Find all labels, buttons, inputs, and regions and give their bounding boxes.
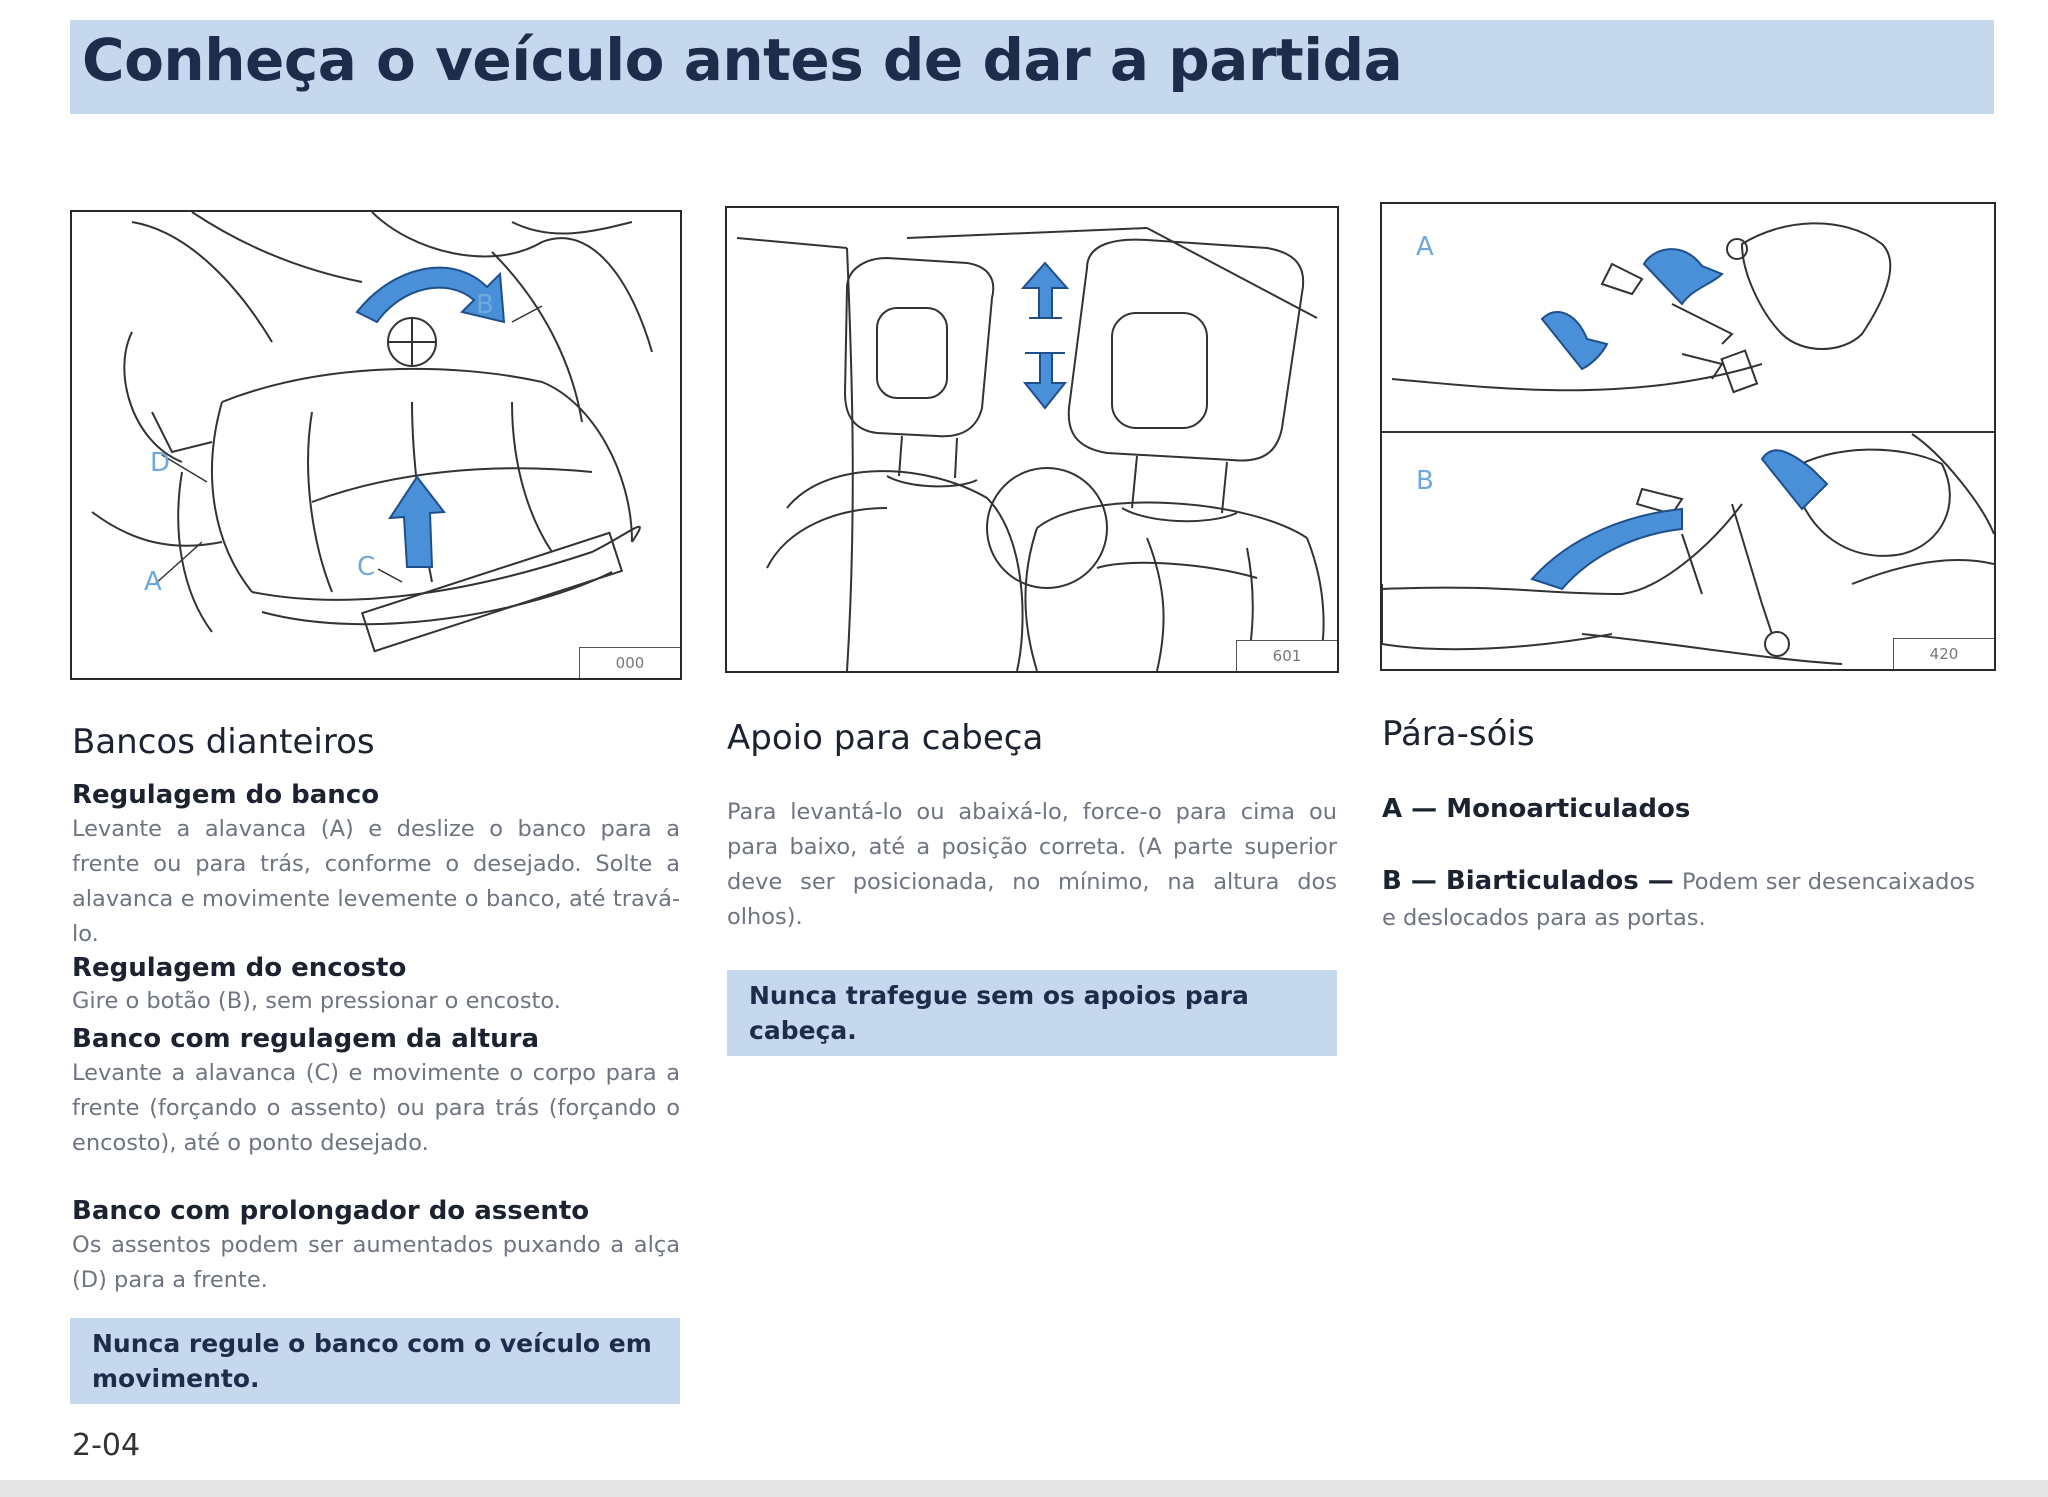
visor-item-b <box>1382 864 1994 936</box>
page-title: Conheça o veículo antes de dar a partida <box>82 26 1403 94</box>
page-number: 2-04 <box>72 1428 141 1463</box>
fig-label-b: B <box>1416 466 1434 496</box>
figure-number: 601 <box>1236 640 1337 671</box>
figure-number: 000 <box>579 647 680 678</box>
warning-box-headrest <box>727 970 1337 1056</box>
subheading-extender: Banco com prolongador do assento <box>72 1196 590 1226</box>
visor-item-a <box>1382 792 1994 827</box>
seat-illustration <box>72 212 680 678</box>
visor-item-a-label: A — Monoarticulados <box>1382 794 1691 824</box>
fig-label-d: D <box>150 448 171 478</box>
figure-headrest <box>725 206 1339 673</box>
paragraph-backrest: Gire o botão (B), sem pressionar o encosto. <box>72 988 561 1014</box>
section-heading-visors: Pára-sóis <box>1382 714 1535 754</box>
headrest-illustration <box>727 208 1337 671</box>
figure-number: 420 <box>1893 638 1994 669</box>
warning-text-headrest: Nunca trafegue sem os apoios para cabeça. <box>749 981 1249 1045</box>
figure-sun-visors <box>1380 202 1996 671</box>
paragraph-height: Levante a alavanca (C) e movimente o corpo para a frente (forçando o assento) ou para trás (forçando o encosto), até o ponto desejado. <box>72 1060 680 1156</box>
subheading-backrest: Regulagem do encosto <box>72 953 407 983</box>
fig-label-c: C <box>357 552 376 582</box>
warning-box-seat <box>70 1318 680 1404</box>
fig-label-a: A <box>144 567 162 597</box>
title-banner <box>70 20 1994 114</box>
visor-item-b-label: B — Biarticulados — <box>1382 866 1674 896</box>
fig-label-a: A <box>1416 232 1434 262</box>
warning-text-seat: Nunca regule o banco com o veículo em movimento. <box>92 1329 652 1393</box>
subheading-seat-adjust: Regulagem do banco <box>72 780 380 810</box>
page-bottom-edge <box>0 1480 2048 1497</box>
figure-front-seat <box>70 210 682 680</box>
subheading-height: Banco com regulagem da altura <box>72 1024 540 1054</box>
paragraph-headrest: Para levantá-lo ou abaixá-lo, force-o para cima ou para baixo, até a posição correta. (A parte superior deve ser posicionada, no mínimo, na altura dos olhos). <box>727 799 1337 930</box>
sun-visor-illustration <box>1382 204 1994 669</box>
fig-label-b: B <box>476 290 494 320</box>
paragraph-seat-adjust: Levante a alavanca (A) e deslize o banco para a frente ou para trás, conforme o desejado. Solte a alavanca e movimente levemente o banco, até travá-lo. <box>72 816 680 947</box>
section-heading-seats: Bancos dianteiros <box>72 722 375 762</box>
paragraph-extender: Os assentos podem ser aumentados puxando a alça (D) para a frente. <box>72 1232 680 1293</box>
visor-item-b-desc: Podem ser desencaixados e deslocados para as portas. <box>1382 869 1975 931</box>
section-heading-headrest: Apoio para cabeça <box>727 718 1044 758</box>
